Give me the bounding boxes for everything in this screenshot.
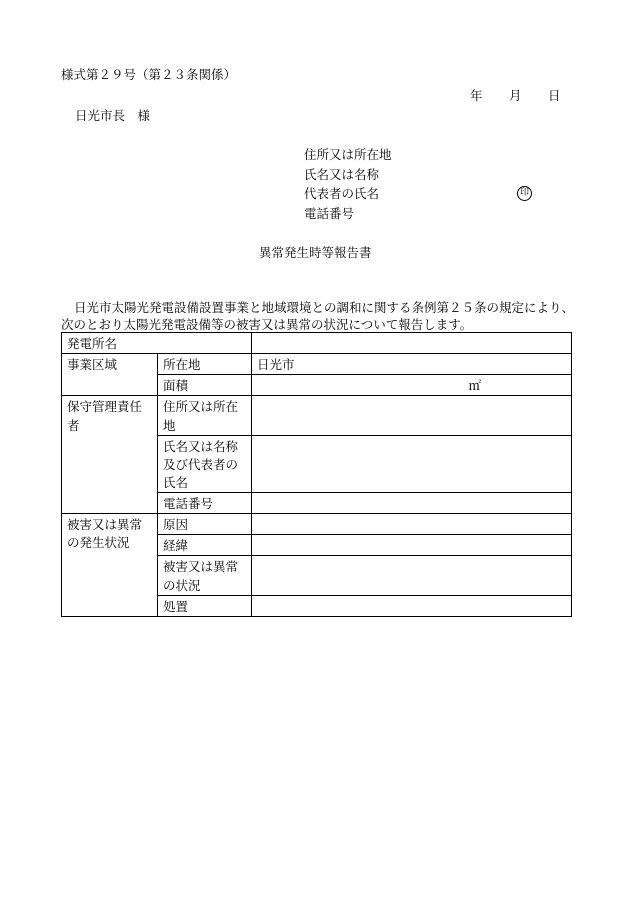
manager-phone-field[interactable] bbox=[252, 493, 572, 514]
cause-field[interactable] bbox=[252, 514, 572, 535]
seal-mark: 印 bbox=[517, 186, 532, 201]
intro-line-2: 次のとおり太陽光発電設備等の被害又は異常の状況について報告します。 bbox=[61, 316, 473, 332]
measures-field[interactable] bbox=[252, 595, 572, 616]
manager-name-label: 氏名又は名称及び代表者の氏名 bbox=[158, 435, 252, 492]
location-label: 所在地 bbox=[158, 354, 252, 375]
manager-address-field[interactable] bbox=[252, 396, 572, 435]
addressee: 日光市長 様 bbox=[75, 108, 151, 123]
location-field[interactable]: 日光市 bbox=[252, 354, 572, 375]
business-area-label: 事業区域 bbox=[62, 354, 158, 396]
applicant-name-label: 氏名又は名称 bbox=[304, 167, 380, 182]
applicant-representative-label: 代表者の氏名 bbox=[304, 186, 380, 201]
power-plant-name-field[interactable] bbox=[252, 333, 572, 354]
manager-phone-label: 電話番号 bbox=[158, 493, 252, 514]
area-field[interactable] bbox=[252, 375, 572, 396]
damage-status-label: 被害又は異常の発生状況 bbox=[62, 514, 158, 617]
applicant-phone-label: 電話番号 bbox=[304, 206, 355, 221]
damage-condition-field[interactable] bbox=[252, 556, 572, 595]
intro-paragraph bbox=[61, 300, 581, 334]
measures-label: 処置 bbox=[158, 595, 252, 616]
form-number: 様式第２９号（第２３条関係） bbox=[61, 67, 237, 82]
intro-line-1: 日光市太陽光発電設備設置事業と地域環境との調和に関する条例第２５条の規定により、 bbox=[74, 300, 575, 315]
progress-label: 経緯 bbox=[158, 535, 252, 556]
cause-label: 原因 bbox=[158, 514, 252, 535]
power-plant-name-label: 発電所名 bbox=[62, 333, 252, 354]
maintenance-manager-label: 保守管理責任者 bbox=[62, 396, 158, 514]
progress-field[interactable] bbox=[252, 535, 572, 556]
area-unit: ㎡ bbox=[468, 378, 481, 394]
damage-condition-label: 被害又は異常の状況 bbox=[158, 556, 252, 595]
area-label: 面積 bbox=[158, 375, 252, 396]
manager-name-field[interactable] bbox=[252, 435, 572, 492]
manager-address-label: 住所又は所在地 bbox=[158, 396, 252, 435]
date-month-label: 月 bbox=[509, 88, 522, 103]
report-table bbox=[61, 332, 572, 617]
date-year-label: 年 bbox=[470, 88, 483, 103]
document-title: 異常発生時等報告書 bbox=[259, 245, 372, 260]
date-day-label: 日 bbox=[548, 88, 561, 103]
applicant-address-label: 住所又は所在地 bbox=[304, 147, 392, 162]
